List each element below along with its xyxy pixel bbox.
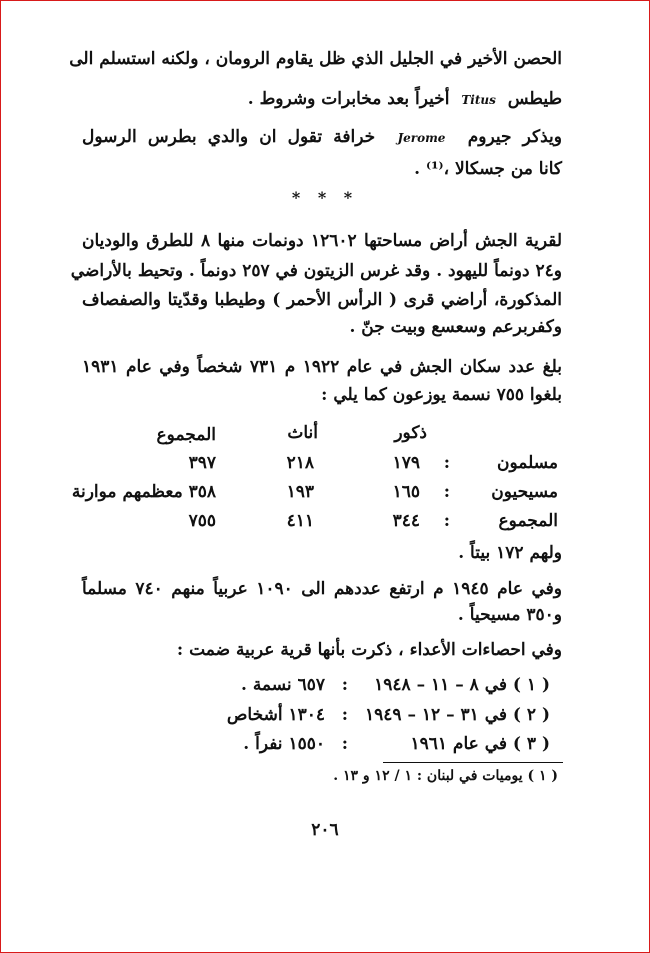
list-item-value: ٦٥٧ نسمة . (240, 675, 325, 695)
footnote: ( ١ ) يوميات في لبنان : ١ / ١٢ و ١٣ . (333, 768, 558, 784)
list-item-separator: : (341, 734, 348, 754)
list-item-separator: : (341, 705, 348, 725)
row-total: ٣٩٧ (188, 453, 216, 473)
paragraph-1-line-2 (82, 84, 562, 115)
paragraph-1-titus-latin: Titus (461, 93, 496, 107)
paragraph-6: وفي احصاءات الأعداء ، ذكرت بأنها قرية عربية ضمت : (176, 640, 562, 660)
row-total: ٧٥٥ (188, 511, 216, 531)
list-item-label: ( ١ ) في ٨ – ١١ – ١٩٤٨ (374, 675, 550, 695)
list-item-label: ( ٢ ) في ٣١ – ١٢ – ١٩٤٩ (365, 705, 550, 725)
row-separator: : (443, 511, 450, 531)
paragraph-2-line-2: كانا من جسكالا ،⁽¹⁾ . (414, 159, 562, 179)
paragraph-5-line-1: وفي عام ١٩٤٥ م ارتفع عددهم الى ١٠٩٠ عربياً منهم ٧٤٠ مسلماً (82, 579, 562, 599)
row-females: ١٩٣ (286, 482, 314, 502)
row-total: ٣٥٨ معظمهم موارنة (71, 482, 216, 502)
paragraph-5-line-2: و٣٥٠ مسيحياً . (457, 605, 562, 625)
paragraph-4-line-2: بلغوا ٧٥٥ نسمة يوزعون كما يلي : (321, 385, 562, 405)
paragraph-2-jerome-ar: ويذكر جيروم (467, 127, 562, 147)
row-label: مسيحيون (491, 482, 558, 502)
paragraph-2-line-1-rest: خرافة تقول ان والدي بطرس الرسول (82, 127, 376, 147)
footnote-divider (383, 762, 563, 763)
list-item-value: ١٣٠٤ أشخاص (226, 705, 325, 725)
list-item-value: ١٥٥٠ نفراً . (243, 734, 325, 754)
paragraph-1-line-1: الحصن الأخير في الجليل الذي ظل يقاوم الرومان ، ولكنه استسلم الى (69, 49, 562, 69)
paragraph-3-line-3: المذكورة، أراضي قرى ( الرأس الأحمر ) وطيطبا وقدّيتا والصفصاف (82, 290, 562, 310)
header-females: أناث (287, 423, 318, 443)
row-label: مسلمون (497, 453, 558, 473)
paragraph-2-jerome-latin: Jerome (397, 131, 446, 145)
row-females: ٤١١ (286, 511, 314, 531)
list-item-separator: : (341, 675, 348, 695)
list-item-label: ( ٣ ) في عام ١٩٦١ (410, 734, 550, 754)
paragraph-4-line-1: بلغ عدد سكان الجش في عام ١٩٢٢ م ٧٣١ شخصاً وفي عام ١٩٣١ (82, 357, 562, 377)
section-separator: * * * (291, 188, 359, 207)
paragraph-1-titus-ar: طيطس (507, 89, 562, 109)
paragraph-1-line-2-rest: أخيراً بعد مخابرات وشروط . (247, 89, 450, 109)
header-total: المجموع (156, 425, 216, 445)
row-males: ١٧٩ (392, 453, 420, 473)
paragraph-3-line-2: و٢٤ دونماً لليهود . وقد غرس الزيتون في ٢٥٧ دونماً . وتحيط بالأراضي (70, 261, 562, 281)
page-number: ٢٠٦ (311, 820, 339, 840)
row-males: ٣٤٤ (392, 511, 420, 531)
row-separator: : (443, 482, 450, 502)
row-separator: : (443, 453, 450, 473)
row-males: ١٦٥ (392, 482, 420, 502)
paragraph-2-line-1 (82, 122, 562, 153)
row-label: المجموع (498, 511, 558, 531)
houses-line: ولهم ١٧٢ بيتاً . (458, 543, 562, 563)
paragraph-3-line-1: لقرية الجش أراض مساحتها ١٢٦٠٢ دونمات منها ٨ للطرق والوديان (82, 231, 563, 251)
header-males: ذكور (394, 423, 427, 443)
paragraph-3-line-4: وكفربرعم وسعسع وبيت جنّ . (349, 317, 562, 337)
row-females: ٢١٨ (286, 453, 314, 473)
